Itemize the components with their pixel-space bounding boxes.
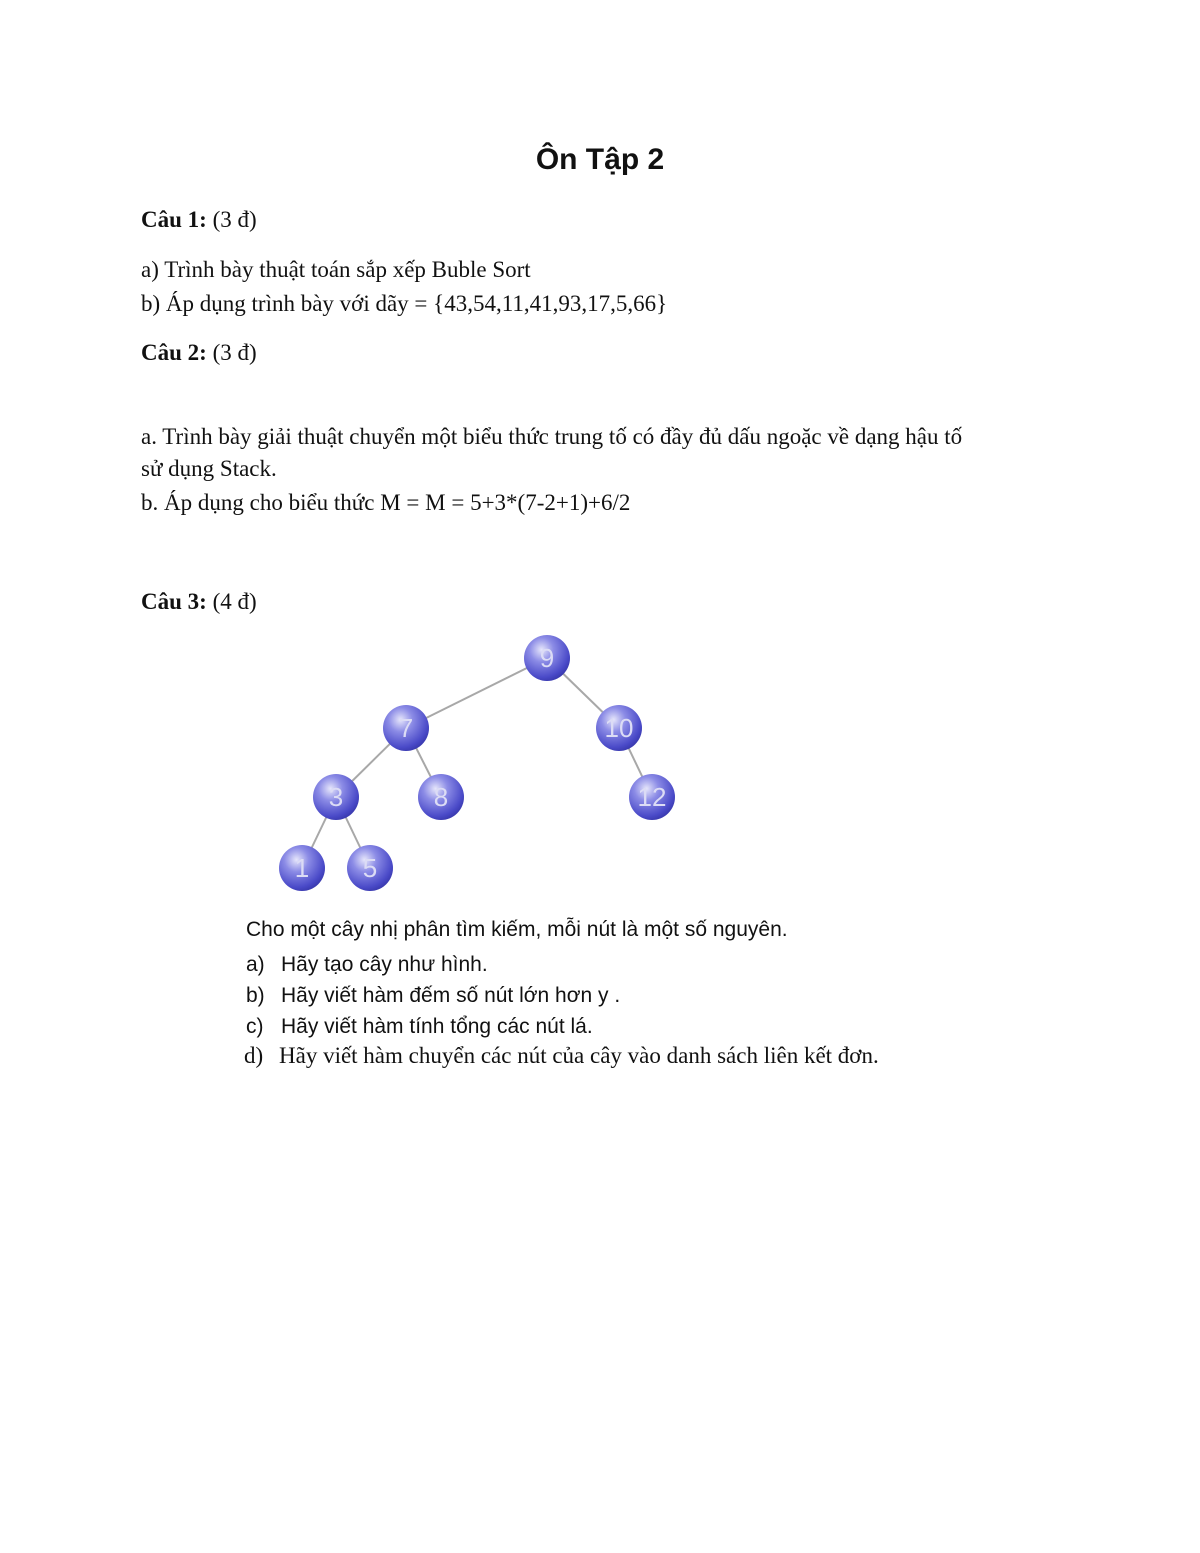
question-2-part-a-line-2: sử dụng Stack. bbox=[141, 456, 277, 481]
question-3-item-c-marker: c) bbox=[246, 1015, 264, 1038]
question-2-heading bbox=[141, 340, 257, 366]
question-3-item-d bbox=[244, 1043, 879, 1069]
binary-search-tree-figure bbox=[260, 628, 700, 903]
question-3-label: Câu 3: bbox=[141, 589, 207, 614]
tree-node-10-label: 10 bbox=[604, 713, 634, 743]
tree-node-10 bbox=[596, 705, 642, 751]
question-3-item-a-text: Hãy tạo cây như hình. bbox=[281, 953, 488, 976]
question-3-item-a-marker: a) bbox=[246, 953, 265, 976]
tree-edges bbox=[302, 658, 652, 868]
question-2-label: Câu 2: bbox=[141, 340, 207, 365]
question-1-label: Câu 1: bbox=[141, 207, 207, 232]
tree-node-1-label: 1 bbox=[294, 853, 310, 883]
question-3-item-b-text: Hãy viết hàm đếm số nút lớn hơn y . bbox=[281, 984, 621, 1007]
tree-node-9-label: 9 bbox=[539, 643, 555, 673]
question-3-item-d-text: Hãy viết hàm chuyển các nút của cây vào danh sách liên kết đơn. bbox=[279, 1043, 879, 1068]
question-1-heading bbox=[141, 207, 257, 233]
question-3-item-c bbox=[246, 1015, 593, 1039]
question-1-part-a: a) Trình bày thuật toán sắp xếp Buble Sort bbox=[141, 257, 531, 282]
question-1-part-b: b) Áp dụng trình bày với dãy = {43,54,11,41,93,17,5,66} bbox=[141, 291, 668, 316]
tree-node-8 bbox=[418, 774, 464, 820]
tree-node-12-label: 12 bbox=[637, 782, 667, 812]
tree-node-1 bbox=[279, 845, 325, 891]
question-3-item-b bbox=[246, 984, 620, 1008]
question-2-part-a-line-1: a. Trình bày giải thuật chuyển một biểu thức trung tố có đầy đủ dấu ngoặc về dạng hậu tố bbox=[141, 424, 963, 449]
tree-node-5-label: 5 bbox=[362, 853, 378, 883]
question-3-points: (4 đ) bbox=[212, 589, 257, 614]
question-3-heading bbox=[141, 589, 257, 615]
question-3-item-d-marker: d) bbox=[244, 1043, 264, 1068]
tree-node-3-label: 3 bbox=[328, 782, 344, 812]
question-2-points: (3 đ) bbox=[212, 340, 257, 365]
tree-node-9 bbox=[524, 635, 570, 681]
tree-node-12 bbox=[629, 774, 675, 820]
tree-node-7 bbox=[383, 705, 429, 751]
question-3-item-a bbox=[246, 953, 488, 977]
question-3-item-b-marker: b) bbox=[246, 984, 265, 1007]
question-1-points: (3 đ) bbox=[212, 207, 257, 232]
tree-node-3 bbox=[313, 774, 359, 820]
question-3-intro: Cho một cây nhị phân tìm kiếm, mỗi nút là một số nguyên. bbox=[246, 918, 788, 941]
tree-node-7-label: 7 bbox=[398, 713, 414, 743]
page-title: Ôn Tập 2 bbox=[535, 143, 665, 176]
question-3-item-c-text: Hãy viết hàm tính tổng các nút lá. bbox=[281, 1015, 593, 1038]
tree-node-5 bbox=[347, 845, 393, 891]
tree-node-8-label: 8 bbox=[433, 782, 449, 812]
question-2-part-b: b. Áp dụng cho biểu thức M = M = 5+3*(7-2+1)+6/2 bbox=[141, 490, 631, 515]
tree-edge-9-7 bbox=[406, 658, 547, 728]
